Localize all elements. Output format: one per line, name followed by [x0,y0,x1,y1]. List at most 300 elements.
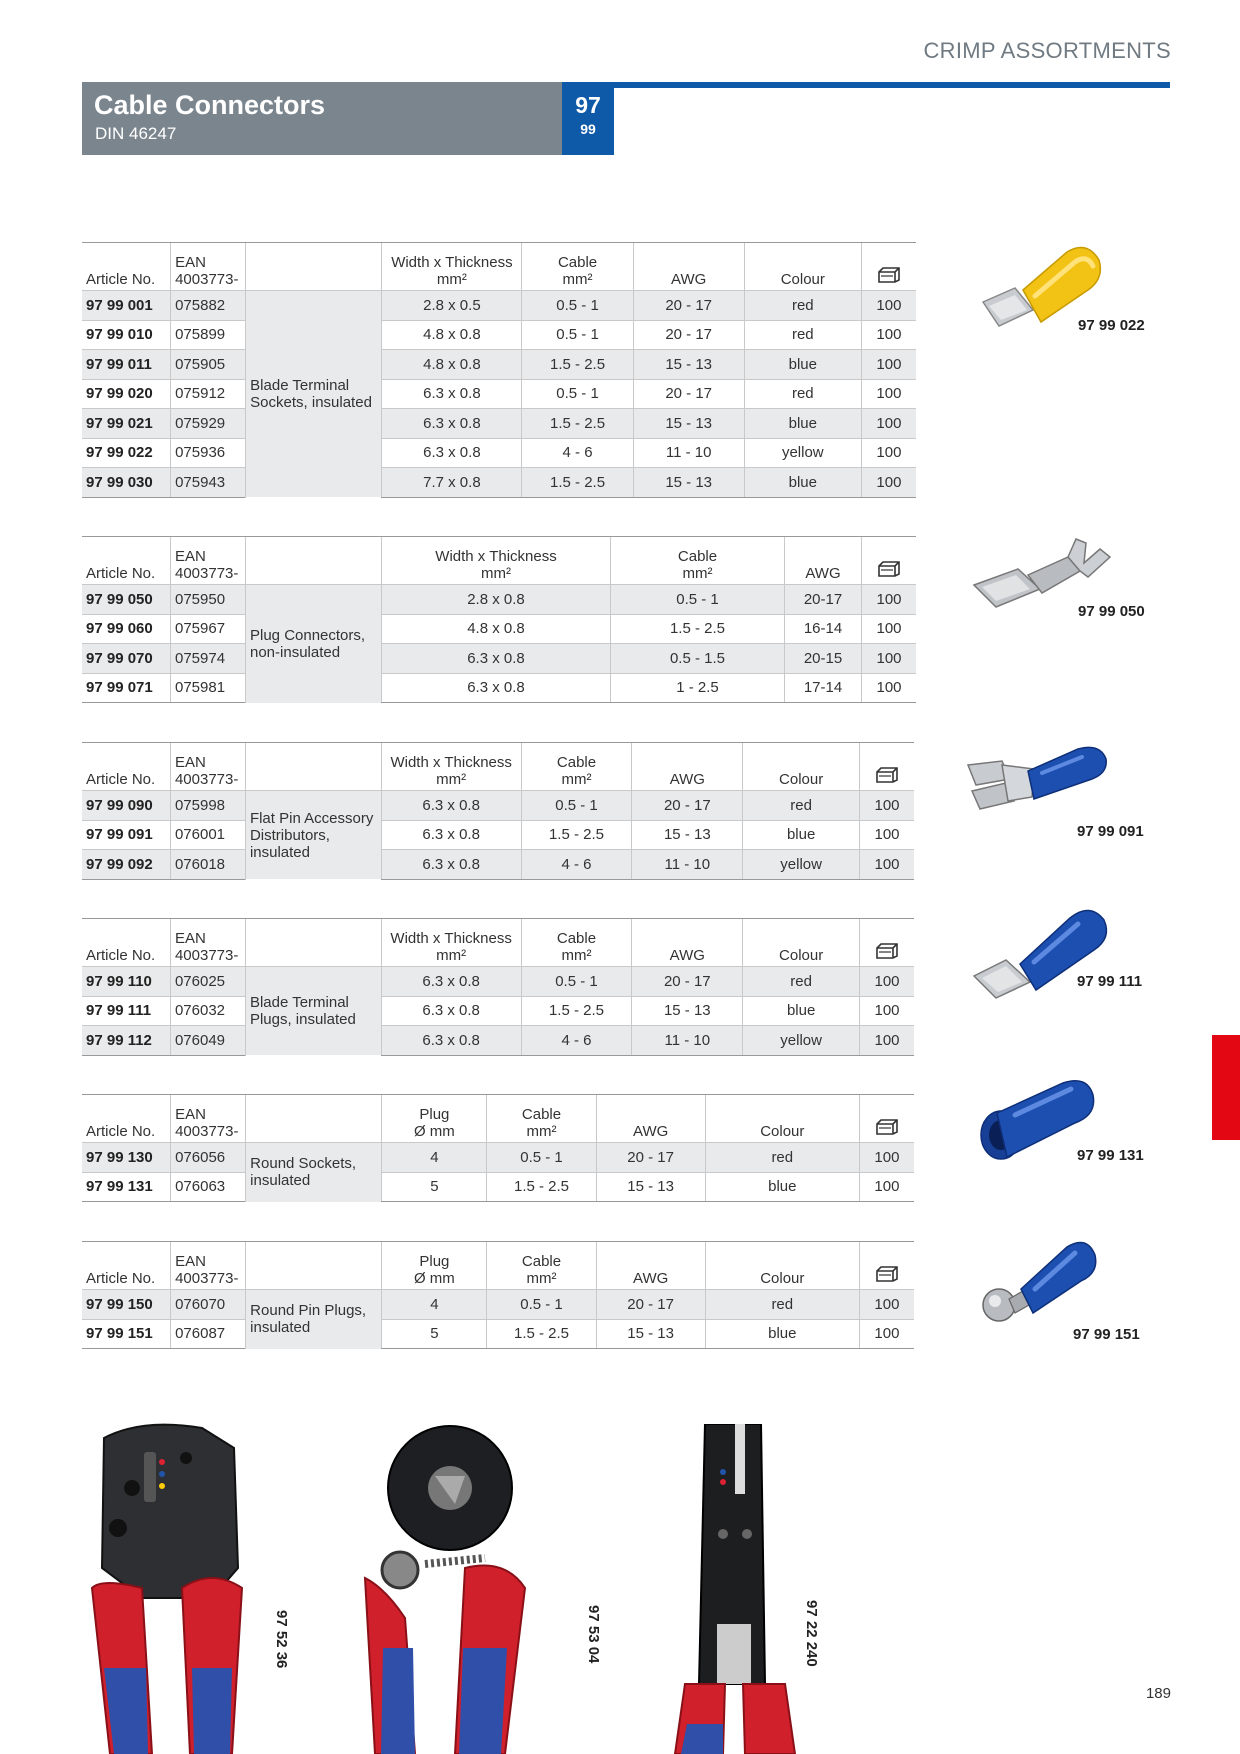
table-cell: 0.5 - 1 [521,791,632,821]
table-row [82,996,914,1026]
header-article [82,743,170,791]
section-header [82,82,562,155]
table-cell: 5 [382,1172,487,1202]
header-wt [381,743,521,791]
table-cell: 20 - 17 [633,379,744,409]
header-awg [596,1095,705,1143]
table-cell: blue [743,996,860,1026]
table-cell: 20-17 [785,585,862,615]
package-icon [875,1118,899,1136]
header-desc [246,1242,382,1290]
header-label: Cable [556,754,597,771]
crimping-stripping-tool-image [665,1424,805,1754]
header-label: mm² [561,947,592,964]
table-cell: 076001 [170,820,245,850]
table-cell: 5 [382,1319,487,1349]
product-label: 97 99 111 [1077,973,1143,990]
spec-table-round-pin-plugs [82,1241,914,1349]
header-ean [170,919,245,967]
tool-code: 97 52 36 [273,1610,290,1669]
table-cell: 97 99 022 [82,438,171,468]
table-cell: 6.3 x 0.8 [381,996,521,1026]
table-cell: 15 - 13 [633,409,744,439]
header-awg [632,743,743,791]
table-cell: 1.5 - 2.5 [522,409,633,439]
header-wt [382,537,611,585]
category-title: CRIMP ASSORTMENTS [923,38,1171,63]
table-cell: blue [744,350,861,380]
table-cell: 0.5 - 1 [522,379,633,409]
table-cell: 2.8 x 0.5 [382,291,522,321]
table-cell: blue [705,1319,859,1349]
table-cell: 11 - 10 [632,1026,743,1056]
package-icon [877,560,901,578]
header-label: Plug [419,1106,450,1123]
product-label: 97 99 151 [1073,1326,1140,1343]
header-label: Width x Thickness [391,254,513,271]
table-cell: 075974 [171,644,246,674]
header-colour [705,1095,859,1143]
header-colour [744,243,861,291]
table-cell: 20 - 17 [633,291,744,321]
header-desc [246,1095,382,1143]
product-description: Round Pin Plugs, insulated [246,1290,382,1349]
header-ean [170,743,245,791]
table-cell: 97 99 071 [82,673,171,703]
package-icon [877,266,901,284]
table-cell: 075998 [170,791,245,821]
table-cell: 076032 [170,996,245,1026]
table-cell: 100 [861,379,916,409]
table-cell: 0.5 - 1 [487,1290,596,1320]
table-cell: 100 [860,1026,914,1056]
header-wt [382,243,522,291]
table-row [82,1172,914,1202]
header-label: Article No. [86,1123,156,1140]
header-article [82,537,171,585]
table-cell: 075929 [171,409,246,439]
spec-table-plug-connectors [82,536,916,703]
spec-table-flat-pin-distributors [82,742,914,880]
header-label: mm² [481,565,511,582]
table-cell: 1.5 - 2.5 [487,1319,596,1349]
header-label: mm² [562,271,593,288]
header-cable [611,537,785,585]
product-description: Flat Pin Accessory Distributors, insulated [245,791,381,880]
header-plug [382,1095,487,1143]
table-cell: 100 [861,291,916,321]
table-cell: 076049 [170,1026,245,1056]
table-cell: 4 [382,1290,487,1320]
product-description: Blade Terminal Sockets, insulated [246,291,382,498]
page-title: Cable Connectors [94,90,326,120]
header-colour [743,919,860,967]
table-cell: 075936 [171,438,246,468]
table-cell: red [705,1143,859,1173]
page-subtitle: DIN 46247 [95,124,177,143]
table-cell: 1.5 - 2.5 [522,350,633,380]
header-label: Article No. [86,565,156,582]
header-ean [171,243,246,291]
header-article [82,243,171,291]
table-row [82,1290,914,1320]
table-row [82,409,916,439]
header-label: Cable [521,1253,562,1270]
table-cell: 20 - 17 [596,1143,705,1173]
table-cell: 100 [861,320,916,350]
table-cell: yellow [744,438,861,468]
header-label: 4003773- [175,271,239,288]
table-cell: 1.5 - 2.5 [521,820,632,850]
header-desc [246,537,382,585]
table-cell: 6.3 x 0.8 [381,1026,521,1056]
table-cell: 075899 [171,320,246,350]
table-row [82,673,916,703]
header-label: EAN [175,254,206,271]
product-description: Plug Connectors, non-insulated [246,585,382,703]
header-colour [705,1242,859,1290]
header-article [82,919,170,967]
table-row [82,614,916,644]
table-cell: yellow [743,1026,860,1056]
header-awg [785,537,862,585]
table-cell: 075950 [171,585,246,615]
header-pack [861,243,916,291]
table-cell: 076018 [170,850,245,880]
table-row [82,379,916,409]
table-cell: red [743,791,860,821]
table-cell: 97 99 151 [82,1319,171,1349]
header-label: 4003773- [175,565,239,582]
table-cell: 100 [861,350,916,380]
header-pack [859,1095,914,1143]
table-cell: 97 99 150 [82,1290,171,1320]
page-number: 189 [1145,1685,1171,1702]
table-cell: 4.8 x 0.8 [382,350,522,380]
table-row [82,438,916,468]
header-cable [521,919,632,967]
table-cell: 6.3 x 0.8 [382,644,611,674]
table-cell: 076087 [171,1319,246,1349]
header-cable [487,1242,596,1290]
header-label: AWG [669,947,705,964]
table-cell: 11 - 10 [632,850,743,880]
tool-code: 97 53 04 [585,1605,602,1664]
table-cell: 100 [860,850,914,880]
table-cell: red [744,291,861,321]
header-desc [245,919,381,967]
header-cable [522,243,633,291]
header-label: EAN [174,930,206,947]
header-label: 4003773- [175,1123,239,1140]
header-label: Article No. [86,1270,156,1287]
table-cell: 11 - 10 [633,438,744,468]
header-label: mm² [526,1270,557,1287]
table-row [82,350,916,380]
header-label: Article No. [86,771,156,788]
table-cell: 97 99 112 [82,1026,170,1056]
table-cell: 100 [862,585,917,615]
table-cell: 076056 [171,1143,246,1173]
table-cell: blue [744,468,861,498]
table-cell: 100 [860,967,914,997]
table-cell: 97 99 020 [82,379,171,409]
table-cell: 1 - 2.5 [611,673,785,703]
header-label: Ø mm [413,1270,455,1287]
table-cell: 1.5 - 2.5 [521,996,632,1026]
table-cell: 97 99 131 [82,1172,171,1202]
table-cell: 076070 [171,1290,246,1320]
header-label: EAN [175,548,206,565]
table-row [82,1026,914,1056]
package-icon [875,766,899,784]
header-pack [862,537,917,585]
table-cell: red [744,320,861,350]
table-cell: 0.5 - 1 [522,291,633,321]
table-cell: 100 [861,438,916,468]
header-pack [859,1242,914,1290]
table-row [82,1143,914,1173]
table-cell: 075912 [171,379,246,409]
header-cable [487,1095,596,1143]
table-row [82,967,914,997]
table-row [82,320,916,350]
table-cell: red [744,379,861,409]
header-label: Article No. [86,947,156,964]
table-row [82,644,916,674]
spec-table-round-sockets [82,1094,914,1202]
product-description: Blade Terminal Plugs, insulated [245,967,381,1056]
table-cell: 15 - 13 [632,996,743,1026]
header-label: EAN [175,1106,206,1123]
table-cell: 100 [859,1172,914,1202]
table-row [82,850,914,880]
header-label: EAN [175,1253,206,1270]
table-cell: 100 [860,791,914,821]
table-cell: red [743,967,860,997]
table-cell: 6.3 x 0.8 [382,673,611,703]
table-cell: 100 [860,996,914,1026]
header-label: 4003773- [174,947,239,964]
header-label: Cable [556,930,597,947]
table-cell: 6.3 x 0.8 [381,850,521,880]
tool-code: 97 22 240 [803,1600,820,1667]
table-cell: 97 99 060 [82,614,171,644]
table-cell: 6.3 x 0.8 [382,438,522,468]
table-cell: 97 99 130 [82,1143,171,1173]
header-awg [632,919,743,967]
crimping-pliers-image [82,1418,272,1754]
header-label: mm² [436,271,467,288]
table-cell: 97 99 021 [82,409,171,439]
table-cell: yellow [743,850,860,880]
spec-table-blade-sockets [82,242,916,498]
table-cell: 075943 [171,468,246,498]
table-cell: 0.5 - 1 [611,585,785,615]
table-cell: 97 99 011 [82,350,171,380]
table-cell: 4 [382,1143,487,1173]
header-pack [860,743,914,791]
product-label: 97 99 091 [1077,823,1144,840]
table-row [82,468,916,498]
side-tab [1212,1035,1240,1140]
table-cell: 97 99 092 [82,850,170,880]
header-article [82,1095,171,1143]
header-label: Width x Thickness [390,930,512,947]
table-cell: 100 [862,614,917,644]
header-label: mm² [436,947,467,964]
table-cell: 20 - 17 [596,1290,705,1320]
header-label: 4003773- [174,771,239,788]
table-cell: 6.3 x 0.8 [381,791,521,821]
header-label: AWG [633,1270,669,1287]
header-label: AWG [671,271,707,288]
header-label: mm² [526,1123,557,1140]
table-cell: 15 - 13 [596,1319,705,1349]
header-label: mm² [436,771,467,788]
table-cell: 15 - 13 [633,350,744,380]
header-colour [743,743,860,791]
header-ean [171,1095,246,1143]
header-label: Plug [419,1253,450,1270]
product-description: Round Sockets, insulated [246,1143,382,1202]
table-cell: 6.3 x 0.8 [382,409,522,439]
table-cell: 6.3 x 0.8 [382,379,522,409]
header-wt [381,919,521,967]
table-cell: 0.5 - 1.5 [611,644,785,674]
table-row [82,585,916,615]
header-label: mm² [561,771,592,788]
header-label: Colour [779,947,824,964]
header-cable [521,743,632,791]
table-cell: 16-14 [785,614,862,644]
table-cell: 0.5 - 1 [487,1143,596,1173]
product-label: 97 99 131 [1077,1147,1144,1164]
table-cell: 20-15 [785,644,862,674]
table-cell: 100 [859,1290,914,1320]
header-plug [382,1242,487,1290]
table-cell: 1.5 - 2.5 [487,1172,596,1202]
header-label: AWG [805,565,841,582]
table-cell: 97 99 050 [82,585,171,615]
table-cell: 0.5 - 1 [522,320,633,350]
table-cell: 7.7 x 0.8 [382,468,522,498]
table-row [82,820,914,850]
table-cell: 97 99 010 [82,320,171,350]
table-cell: 075882 [171,291,246,321]
header-label: Cable [521,1106,562,1123]
product-label: 97 99 022 [1078,317,1145,334]
header-label: Width x Thickness [390,754,512,771]
table-cell: 075967 [171,614,246,644]
table-cell: 97 99 110 [82,967,170,997]
table-cell: blue [744,409,861,439]
header-ean [171,537,246,585]
table-cell: 20 - 17 [632,967,743,997]
header-label: Article No. [86,271,156,288]
header-label: Cable [557,254,598,271]
table-cell: 4.8 x 0.8 [382,614,611,644]
table-cell: 4 - 6 [522,438,633,468]
table-cell: 15 - 13 [596,1172,705,1202]
self-adjusting-crimping-pliers-image [355,1418,545,1754]
header-rule [614,82,1170,88]
badge-main: 97 [575,92,601,118]
header-awg [633,243,744,291]
header-label: Colour [780,271,825,288]
header-label: 4003773- [175,1270,239,1287]
table-cell: 4 - 6 [521,850,632,880]
table-row [82,291,916,321]
table-cell: 075981 [171,673,246,703]
header-ean [171,1242,246,1290]
table-cell: 075905 [171,350,246,380]
header-label: Colour [760,1123,805,1140]
table-cell: 100 [862,673,917,703]
table-row [82,791,914,821]
header-label: Ø mm [413,1123,455,1140]
table-cell: 100 [861,409,916,439]
header-desc [245,743,381,791]
badge-sub: 99 [580,121,596,137]
table-cell: 97 99 001 [82,291,171,321]
table-cell: 97 99 111 [82,996,170,1026]
table-cell: 100 [862,644,917,674]
group-badge [562,82,614,155]
table-cell: 100 [860,820,914,850]
header-awg [596,1242,705,1290]
table-cell: 6.3 x 0.8 [381,820,521,850]
header-label: AWG [633,1123,669,1140]
table-cell: 15 - 13 [633,468,744,498]
table-cell: blue [743,820,860,850]
table-row [82,1319,914,1349]
header-label: Colour [760,1270,805,1287]
table-cell: 4.8 x 0.8 [382,320,522,350]
spec-table-blade-plugs [82,918,914,1056]
header-article [82,1242,171,1290]
header-label: Cable [677,548,718,565]
table-cell: 2.8 x 0.8 [382,585,611,615]
table-cell: 100 [861,468,916,498]
table-cell: 97 99 090 [82,791,170,821]
table-cell: 076063 [171,1172,246,1202]
table-cell: 100 [859,1319,914,1349]
table-cell: 1.5 - 2.5 [611,614,785,644]
package-icon [875,942,899,960]
header-label: mm² [682,565,713,582]
table-cell: 97 99 030 [82,468,171,498]
header-label: EAN [174,754,206,771]
table-cell: red [705,1290,859,1320]
table-cell: 97 99 070 [82,644,171,674]
table-cell: 20 - 17 [632,791,743,821]
table-cell: 17-14 [785,673,862,703]
table-cell: 076025 [170,967,245,997]
table-cell: 4 - 6 [521,1026,632,1056]
table-cell: 15 - 13 [632,820,743,850]
package-icon [875,1265,899,1283]
table-cell: 20 - 17 [633,320,744,350]
table-cell: 100 [859,1143,914,1173]
table-cell: 97 99 091 [82,820,170,850]
blue-flat-pin-distributor-image [962,735,1112,825]
header-desc [246,243,382,291]
product-label: 97 99 050 [1078,603,1145,620]
header-pack [860,919,914,967]
table-cell: 0.5 - 1 [521,967,632,997]
table-cell: 6.3 x 0.8 [381,967,521,997]
